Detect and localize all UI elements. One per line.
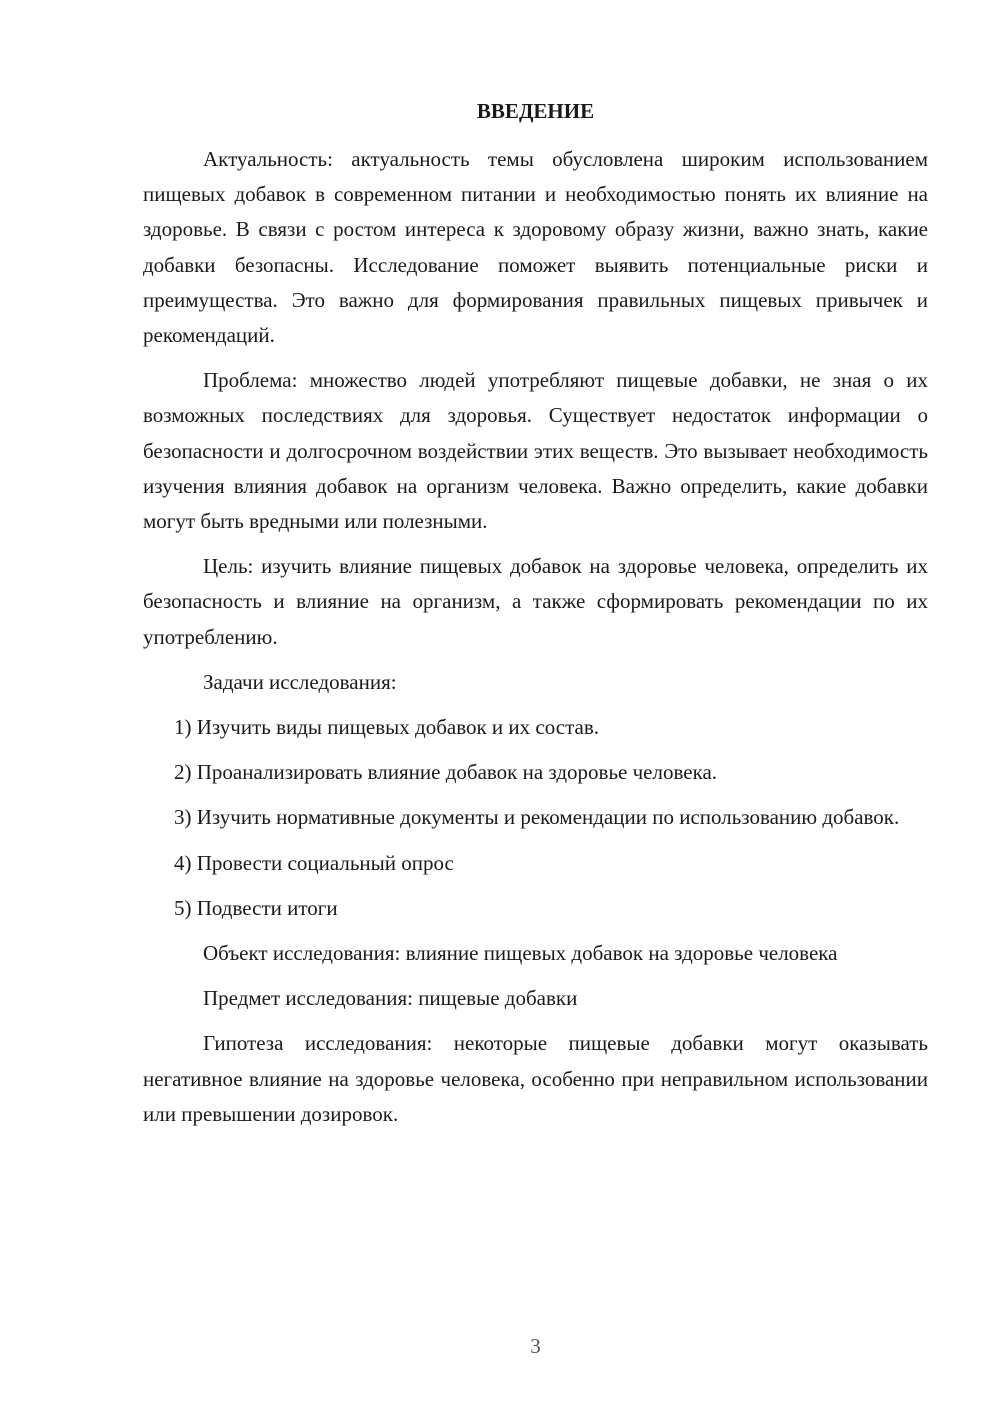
task-item: 4) Провести социальный опрос bbox=[174, 850, 454, 875]
task-item: 1) Изучить виды пищевых добавок и их состав. bbox=[174, 715, 599, 740]
relevance-paragraph: Актуальность: актуальность темы обусловлена широким использованием пищевых добавок в современном питании и необходимостью понять их влияние на здоровье. В связи с ростом интереса к здоровому образу жизни, важно знать, какие добавки безопасны. Исследование поможет выявить потенциальные риски и преимущества. Это важно для формирования правильных пищевых привычек и рекомендаций. bbox=[143, 147, 928, 348]
page-number: 3 bbox=[530, 1334, 541, 1358]
tasks-heading: Задачи исследования: bbox=[203, 669, 397, 694]
hypothesis-paragraph: Гипотеза исследования: некоторые пищевые добавки могут оказывать негативное влияние на здоровье человека, особенно при неправильном использовании или превышении дозировок. bbox=[143, 1031, 928, 1126]
goal-paragraph: Цель: изучить влияние пищевых добавок на здоровье человека, определить их безопасность и влияние на организм, а также сформировать рекомендации по их употреблению. bbox=[143, 554, 928, 649]
document-body bbox=[143, 142, 928, 1142]
task-item: 2) Проанализировать влияние добавок на здоровье человека. bbox=[174, 760, 718, 785]
document-page bbox=[143, 0, 928, 1414]
subject-paragraph: Предмет исследования: пищевые добавки bbox=[203, 986, 578, 1011]
page-title: ВВЕДЕНИЕ bbox=[476, 99, 595, 123]
task-item: 5) Подвести итоги bbox=[174, 895, 338, 920]
task-item: 3) Изучить нормативные документы и рекомендации по использованию добавок. bbox=[174, 805, 900, 830]
problem-paragraph: Проблема: множество людей употребляют пищевые добавки, не зная о их возможных последствиях для здоровья. Существует недостаток информации о безопасности и долгосрочном воздействии этих веществ. Это вызывает необходимость изучения влияния добавок на организм человека. Важно определить, какие добавки могут быть вредными или полезными. bbox=[143, 368, 928, 534]
object-paragraph: Объект исследования: влияние пищевых добавок на здоровье человека bbox=[203, 941, 838, 966]
